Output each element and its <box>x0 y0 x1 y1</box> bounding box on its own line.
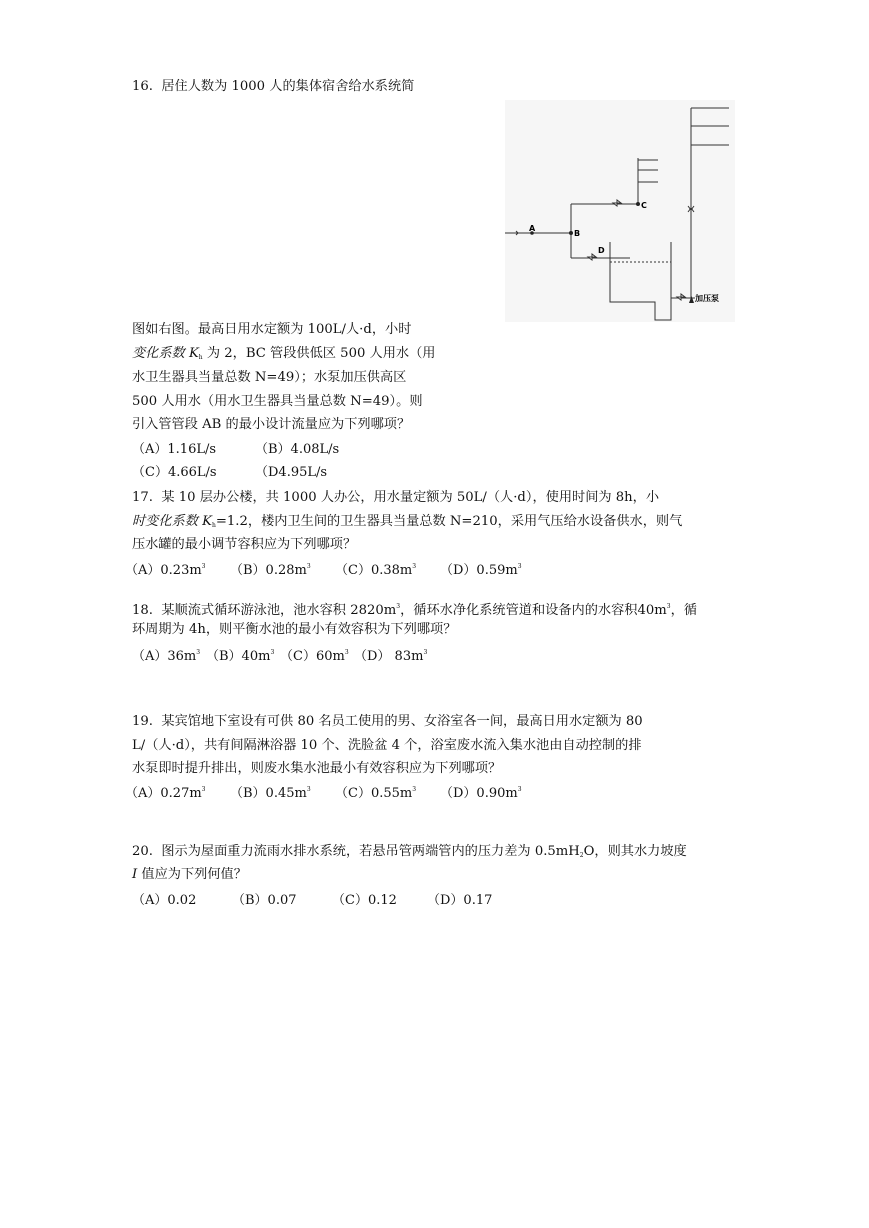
question-text-line: L/（人·d），共有间隔淋浴器 10 个、洗脸盆 4 个，浴室废水流入集水池由自动控制的排 <box>132 738 642 753</box>
option-a[interactable]: （A）1.16L/s <box>132 442 217 457</box>
question-text-line: 时变化系数 $K_h=1.2$，楼内卫生间的卫生器具当量总数 N=210，采用气压给水设备供水，则气 <box>132 514 683 529</box>
option-c[interactable]: （C）0.12 <box>332 893 397 908</box>
question-text-line: 水泵即时提升排出，则废水集水池最小有效容积应为下列哪项？ <box>132 761 502 776</box>
question-text-line: 水卫生器具当量总数 N=49）；水泵加压供高区 <box>132 370 407 385</box>
question-text-line: 压水罐的最小调节容积应为下列哪项？ <box>132 537 357 552</box>
option-b[interactable]: $(B)0.45m^3$ <box>230 786 311 801</box>
option-b[interactable]: （B）4.08L/s <box>255 442 340 457</box>
question-number: 19. <box>132 714 153 729</box>
question-20: 20. 图示为屋面重力流雨水排水系统，若悬吊管两端管内的压力差为 $0.5mH_2O$，则其水力坡度 <box>132 844 687 859</box>
question-text-line: 某宾馆地下室设有可供 80 名员工使用的男、女浴室各一间，最高日用水定额为 80 <box>161 714 643 729</box>
question-text-line: 环周期为 4h，则平衡水池的最小有效容积为下列哪项？ <box>132 622 457 637</box>
option-c[interactable]: $(C)60m^3$ <box>280 649 349 664</box>
question-number: 16. <box>132 79 153 94</box>
question-text-line: 500 人用水（用水卫生器具当量总数 N=49）。则 <box>132 394 423 409</box>
node-label-b: B <box>574 229 581 238</box>
question-text-line: 居住人数为 1000 人的集体宿舍给水系统简 <box>161 79 415 94</box>
option-d[interactable]: $(D)0.90m^3$ <box>440 786 522 801</box>
option-b[interactable]: $(B)0.28m^3$ <box>230 563 311 578</box>
question-text-line: 某 10 层办公楼，共 1000 人办公，用水量定额为 50L/（人·d），使用时间为 8h，小 <box>161 490 660 505</box>
question-17 <box>132 490 659 506</box>
option-a[interactable]: （A）0.02 <box>132 893 197 908</box>
node-label-d: D <box>598 246 605 255</box>
option-d[interactable]: $(D)0.59m^3$ <box>440 563 522 578</box>
node-label-c: C <box>641 201 647 210</box>
option-c[interactable]: $(C)0.38m^3$ <box>335 563 417 578</box>
question-number: 18. <box>132 603 153 618</box>
option-b[interactable]: $(B)40m^3$ <box>206 649 275 664</box>
option-d[interactable]: （D4.95L/s <box>255 465 328 480</box>
option-a[interactable]: $(A)0.27m^3$ <box>125 786 206 801</box>
option-a[interactable]: $(A)36m^3$ <box>132 649 201 664</box>
pump-label: 加压泵 <box>695 294 719 303</box>
question-text-line: 引入管管段 AB 的最小设计流量应为下列哪项？ <box>132 417 411 432</box>
question-text-line: I 值应为下列何值？ <box>132 867 247 882</box>
question-text-line: 变化系数 $K_h$ 为 2，BC 管段供低区 500 人用水（用 <box>132 346 436 361</box>
option-a[interactable]: $(A)0.23m^3$ <box>125 563 206 578</box>
question-19 <box>132 714 643 730</box>
option-b[interactable]: （B）0.07 <box>232 893 297 908</box>
question-text-line: 图如右图。最高日用水定额为 100L/人·d，小时 <box>132 322 412 337</box>
option-c[interactable]: （C）4.66L/s <box>132 465 217 480</box>
question-18: 18. 某顺流式循环游泳池，池水容积 $2820m^3$，循环水净化系统管道和设备内的水容积$40m^3$，循 <box>132 603 697 618</box>
node-label-a: A <box>529 224 536 233</box>
option-d[interactable]: （D） $83m^3$ <box>354 649 428 664</box>
option-d[interactable]: （D）0.17 <box>427 893 493 908</box>
water-supply-diagram <box>505 100 735 322</box>
question-16 <box>132 79 414 95</box>
question-number: 20. <box>132 844 153 859</box>
option-c[interactable]: $(C)0.55m^3$ <box>335 786 417 801</box>
question-number: 17. <box>132 490 153 505</box>
